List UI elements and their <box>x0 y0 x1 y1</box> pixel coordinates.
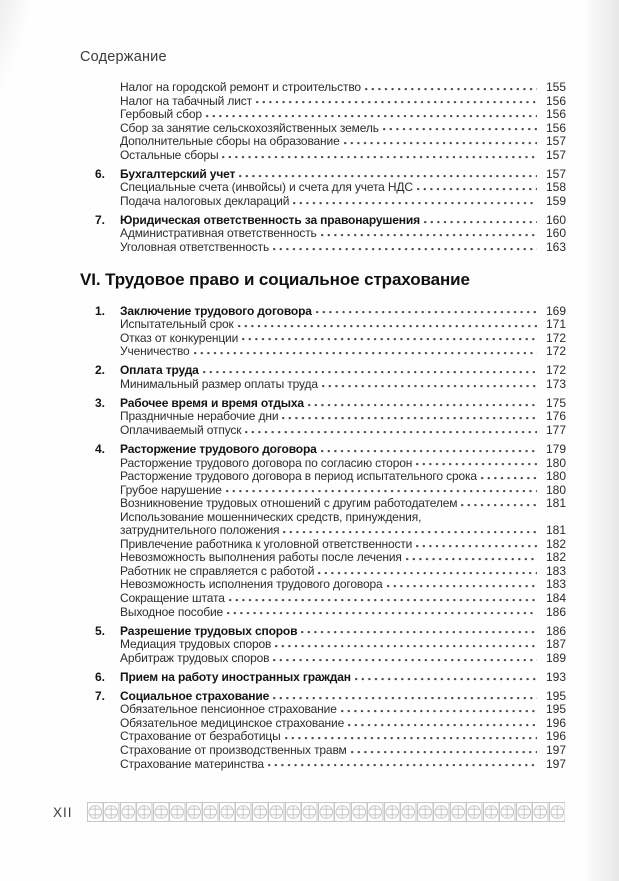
toc-entry-page: 182 <box>545 536 566 551</box>
toc-entry-title: Юридическая ответственность за правонарушения <box>120 212 420 227</box>
ornament-tile <box>120 802 137 822</box>
toc-dot-leader <box>322 385 537 388</box>
toc-entry <box>80 758 566 772</box>
toc-entry <box>80 578 566 592</box>
toc-entry-page: 195 <box>545 702 566 717</box>
toc-entry-page: 180 <box>545 469 566 484</box>
toc-entry-page: 172 <box>545 363 566 378</box>
ornament-tile <box>483 802 500 822</box>
toc-entry-page: 196 <box>545 715 566 730</box>
scan-shadow-top-left <box>0 0 70 240</box>
toc-dot-leader <box>417 188 537 191</box>
toc-entry-title: Прием на работу иностранных граждан <box>120 669 351 684</box>
toc-dot-leader <box>316 311 537 314</box>
scan-shadow-right <box>583 0 619 881</box>
toc-entry <box>80 108 566 122</box>
toc-dot-leader <box>416 463 537 466</box>
toc-dot-leader <box>301 631 537 634</box>
toc-entry-page: 181 <box>545 496 566 511</box>
toc-entry-page: 172 <box>545 344 566 359</box>
toc-entry-page: 187 <box>545 637 566 652</box>
toc-dot-leader <box>227 612 537 615</box>
toc-entry <box>80 135 566 149</box>
toc-entry-title: Испытательный срок <box>120 317 234 332</box>
ornament-tile <box>367 802 384 822</box>
toc-entry <box>80 652 566 666</box>
toc-dot-leader <box>226 490 537 493</box>
toc-dot-leader <box>416 545 537 548</box>
toc-entry <box>80 345 566 359</box>
toc-entry <box>80 606 566 620</box>
ornament-tile <box>334 802 351 822</box>
toc-entry-title: Арбитраж трудовых споров <box>120 650 270 665</box>
toc-entry-title: Отказ от конкуренции <box>120 330 239 345</box>
toc-entry-title: Сокращение штата <box>120 591 225 605</box>
toc-dot-leader <box>351 751 537 754</box>
page-footer <box>53 802 565 822</box>
toc-entry <box>80 638 566 652</box>
toc-entry <box>80 565 566 579</box>
toc-dot-leader <box>424 221 537 224</box>
toc-entry <box>80 497 566 511</box>
toc-entry-page: 184 <box>545 591 566 605</box>
toc-entry <box>80 305 566 319</box>
coin-lattice-ornament <box>87 802 566 822</box>
toc-dot-leader <box>206 115 537 118</box>
ornament-tile <box>384 802 401 822</box>
toc-entry <box>80 671 566 685</box>
toc-entry <box>80 690 566 704</box>
toc-entry-page: 155 <box>545 80 566 94</box>
toc-dot-leader <box>406 558 537 561</box>
toc-entry-page: 176 <box>545 409 566 424</box>
ornament-tile <box>252 802 269 822</box>
toc-dot-leader <box>321 234 537 237</box>
section-heading: VI. Трудовое право и социальное страхование <box>80 269 470 289</box>
toc-entry-page: 177 <box>545 422 566 437</box>
ornament-tile <box>400 802 417 822</box>
toc-entry-title: Бухгалтерский учет <box>120 166 236 181</box>
toc-entry <box>80 484 566 498</box>
toc-entry-title: Обязательное медицинское страхование <box>120 715 345 730</box>
ornament-tile <box>466 802 483 822</box>
toc-entry-title: Разрешение трудовых споров <box>120 623 298 638</box>
toc-dot-leader <box>285 737 537 740</box>
toc-dot-leader <box>383 128 537 131</box>
toc-entry-page: 159 <box>545 193 566 208</box>
ornament-tile <box>202 802 219 822</box>
toc-entry-page: 196 <box>545 729 566 744</box>
toc-entry <box>80 95 566 109</box>
toc-entry-number: 7. <box>95 212 106 227</box>
toc-entry-title: Сбор за занятие сельскохозяйственных земель <box>120 120 379 135</box>
toc-entry-title: Гербовый сбор <box>120 107 202 122</box>
toc-entry <box>80 592 566 606</box>
toc-entry-page: 186 <box>545 604 566 619</box>
toc-entry <box>80 538 566 552</box>
toc-entry-page: 195 <box>545 688 566 703</box>
toc-entry-title: Привлечение работника к уголовной ответственности <box>120 536 413 551</box>
toc-entry <box>80 744 566 758</box>
footer-page-number: XII <box>53 804 73 820</box>
toc-dot-leader <box>283 531 537 534</box>
toc-entry-page: 169 <box>545 303 566 318</box>
toc-entry <box>80 81 566 95</box>
toc-entry-title: Остальные сборы <box>120 147 219 162</box>
toc-dot-leader <box>461 504 537 507</box>
toc-dot-leader <box>273 659 537 662</box>
toc-entry-page: 180 <box>545 482 566 497</box>
toc-entry <box>80 717 566 731</box>
toc-entry-page: 157 <box>545 147 566 162</box>
ornament-tile <box>186 802 203 822</box>
toc-entry-page: 197 <box>545 742 566 757</box>
toc-entry <box>80 318 566 332</box>
toc-dot-leader <box>341 710 537 713</box>
toc-entry-number: 1. <box>95 303 106 318</box>
toc-entry-title: Страхование от безработицы <box>120 729 281 744</box>
toc-dot-leader <box>245 431 537 434</box>
running-header: Содержание <box>80 49 167 65</box>
toc-entry <box>80 168 566 182</box>
ornament-tile <box>532 802 549 822</box>
toc-entry-page: 189 <box>545 650 566 665</box>
toc-entry-page: 156 <box>545 93 566 108</box>
toc-entry-title: Уголовная ответственность <box>120 240 270 255</box>
toc-entry-page: 172 <box>545 330 566 345</box>
toc-dot-leader <box>481 477 537 480</box>
toc-entry-page: 197 <box>545 756 566 771</box>
toc-entry <box>80 214 566 228</box>
toc-entry-page: 156 <box>545 120 566 135</box>
toc-entry-number: 7. <box>95 688 106 703</box>
toc-entry-number: 3. <box>95 395 106 410</box>
toc-entry-page: 183 <box>545 563 566 578</box>
ornament-tile <box>301 802 318 822</box>
toc-dot-leader <box>222 156 537 159</box>
toc-dot-leader <box>239 175 537 178</box>
toc-entry-title: Ученичество <box>120 344 190 359</box>
toc-dot-leader <box>268 764 537 767</box>
toc-entry-title: Невозможность исполнения трудового договора <box>120 577 383 592</box>
toc-entry-page: 182 <box>545 550 566 565</box>
toc-entry-title: Расторжение трудового договора по согласию сторон <box>120 455 413 470</box>
toc-entry-number: 6. <box>95 166 106 181</box>
toc-dot-leader <box>425 518 563 521</box>
toc-entry-title: Минимальный размер оплаты труда <box>120 376 318 391</box>
toc-entry-number: 6. <box>95 669 106 684</box>
ornament-tile <box>549 802 566 822</box>
toc-dot-leader <box>318 572 537 575</box>
ornament-tile <box>450 802 467 822</box>
toc-entry <box>80 511 566 525</box>
ornament-tile <box>516 802 533 822</box>
toc-entry-title: Расторжение трудового договора в период испытательного срока <box>120 469 477 484</box>
toc-entry-page: 158 <box>545 180 566 195</box>
toc-entry <box>80 625 566 639</box>
ornament-tile <box>351 802 368 822</box>
toc-entry-title: Невозможность выполнения работы после лечения <box>120 550 402 565</box>
toc-entry <box>80 195 566 209</box>
toc-entry-title: Дополнительные сборы на образование <box>120 134 340 149</box>
ornament-tile <box>268 802 285 822</box>
toc-entry-page: 181 <box>545 523 566 538</box>
toc-dot-leader <box>348 724 537 727</box>
toc-dot-leader <box>321 450 537 453</box>
toc-entry <box>80 551 566 565</box>
toc-entry <box>80 227 566 241</box>
toc-entry-page: 160 <box>545 226 566 241</box>
toc-entry <box>80 470 566 484</box>
ornament-tile <box>87 802 104 822</box>
ornament-tile <box>136 802 153 822</box>
toc-entry-title: Работник не справляется с работой <box>120 563 315 578</box>
toc-entry-title: Заключение трудового договора <box>120 303 312 318</box>
toc-dot-leader <box>282 417 537 420</box>
ornament-tile <box>103 802 120 822</box>
ornament-tile <box>417 802 434 822</box>
toc-entry <box>80 378 566 392</box>
toc-dot-leader <box>194 352 537 355</box>
toc-dot-leader <box>355 678 537 681</box>
toc-entry-page: 193 <box>545 669 566 684</box>
toc-entry-title: Налог на табачный лист <box>120 93 252 108</box>
toc-dot-leader <box>387 585 537 588</box>
toc-entry-title: Оплата труда <box>120 363 199 378</box>
toc-entry-page: 157 <box>545 134 566 149</box>
toc-dot-leader <box>242 338 537 341</box>
toc-dot-leader <box>273 248 537 251</box>
toc-entry-title: Грубое нарушение <box>120 482 222 497</box>
toc-entry-page: 156 <box>545 107 566 122</box>
toc-entry-page: 171 <box>545 317 566 332</box>
toc-entry-title: Страхование материнства <box>120 756 264 771</box>
toc-dot-leader <box>203 371 537 374</box>
toc-entry <box>80 703 566 717</box>
toc-entry-title: Подача налоговых деклараций <box>120 193 290 208</box>
toc-dot-leader <box>256 101 537 104</box>
toc-entry-title: Праздничные нерабочие дни <box>120 409 279 424</box>
ornament-tile <box>433 802 450 822</box>
toc-dot-leader <box>275 645 537 648</box>
toc-entry-number: 5. <box>95 623 106 638</box>
ornament-tile <box>499 802 516 822</box>
toc-dot-leader <box>365 88 537 91</box>
toc-dot-leader <box>293 202 537 205</box>
toc-entry-page: 175 <box>545 395 566 410</box>
toc-entry-page: 163 <box>545 240 566 255</box>
toc-entry-title: Налог на городской ремонт и строительство <box>120 80 361 94</box>
toc-entry-page: 186 <box>545 623 566 638</box>
toc-entry-page: 157 <box>545 166 566 181</box>
toc-entry <box>80 424 566 438</box>
ornament-tile <box>153 802 170 822</box>
toc-dot-leader <box>238 325 537 328</box>
toc-entry-number: 4. <box>95 441 106 456</box>
toc-dot-leader <box>308 404 537 407</box>
toc-entry-page: 179 <box>545 441 566 456</box>
ornament-tile <box>285 802 302 822</box>
toc-entry-title: Использование мошеннических средств, принуждения, <box>120 509 422 524</box>
ornament-tile <box>169 802 186 822</box>
toc-entry-title: Социальное страхование <box>120 688 270 703</box>
table-of-contents <box>80 81 566 771</box>
toc-entry <box>80 457 566 471</box>
toc-dot-leader <box>229 599 537 602</box>
toc-entry-title: Оплачиваемый отпуск <box>120 422 242 437</box>
toc-entry <box>80 730 566 744</box>
toc-entry-title: Специальные счета (инвойсы) и счета для учета НДС <box>120 180 413 195</box>
toc-entry-page: 180 <box>545 455 566 470</box>
toc-entry-title: Административная ответственность <box>120 226 317 241</box>
toc-entry-title: Страхование от производственных травм <box>120 742 347 757</box>
toc-entry-page: 183 <box>545 577 566 592</box>
toc-dot-leader <box>344 142 537 145</box>
toc-entry-title: Выходное пособие <box>120 604 224 619</box>
toc-entry-title: Медиация трудовых споров <box>120 637 272 652</box>
ornament-tile <box>219 802 236 822</box>
toc-entry <box>80 332 566 346</box>
toc-entry-title: затруднительного положения <box>120 523 280 538</box>
toc-entry-title: Расторжение трудового договора <box>120 441 317 456</box>
toc-dot-leader <box>273 697 537 700</box>
toc-entry-page: 160 <box>545 212 566 227</box>
toc-entry <box>80 524 566 538</box>
toc-entry-page: 173 <box>545 376 566 391</box>
toc-entry <box>80 410 566 424</box>
toc-entry <box>80 149 566 163</box>
toc-entry <box>80 364 566 378</box>
toc-entry-number: 2. <box>95 363 106 378</box>
toc-entry <box>80 397 566 411</box>
toc-entry <box>80 443 566 457</box>
ornament-tile <box>235 802 252 822</box>
toc-entry-title: Возникновение трудовых отношений с другим работодателем <box>120 496 458 511</box>
ornament-tile <box>318 802 335 822</box>
toc-entry-title: Рабочее время и время отдыха <box>120 395 304 410</box>
toc-entry <box>80 241 566 255</box>
toc-entry-title: Обязательное пенсионное страхование <box>120 702 337 717</box>
toc-entry <box>80 122 566 136</box>
toc-entry <box>80 181 566 195</box>
